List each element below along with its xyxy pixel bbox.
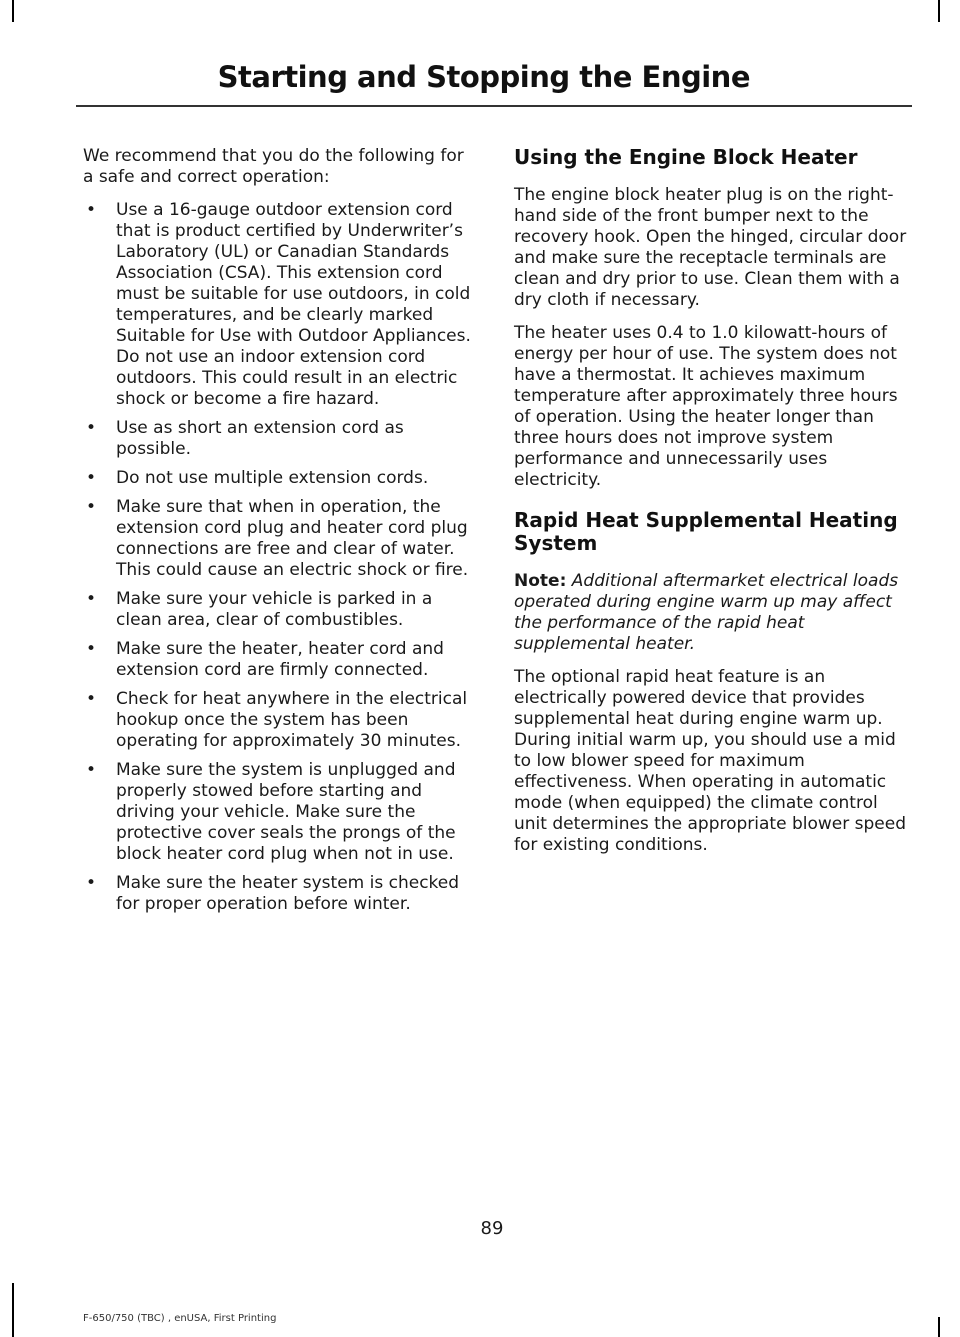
section-heading-rapid-heat: Rapid Heat Supplemental Heating System	[514, 508, 898, 555]
crop-mark-bottom-right	[938, 1317, 940, 1337]
list-item-text: Do not use multiple extension cords.	[116, 468, 429, 488]
bullet: •	[86, 418, 97, 438]
list-item-text: Make sure the heater system is checked for proper operation before winter.	[116, 873, 460, 914]
rapid-heat-paragraph: The optional rapid heat feature is an electrically powered device that provides supplemental heat during engine warm up. During initial warm up, you should use a mid to low blower speed for maximum effectiveness. When operating in automatic mode (when equipped) the climate control unit determines the appropriate blower speed for existing conditions.	[514, 667, 906, 855]
header-divider	[76, 105, 912, 107]
bullet: •	[86, 760, 97, 780]
list-item	[83, 497, 475, 581]
bullet: •	[86, 468, 97, 488]
bullet: •	[86, 200, 97, 220]
list-item	[83, 760, 475, 865]
note-text: Additional aftermarket electrical loads operated during engine warm up may affect the performance of the rapid heat supplemental heater.	[514, 571, 899, 654]
page-number: 89	[480, 1218, 504, 1239]
crop-mark-bottom-left	[12, 1283, 14, 1337]
list-item-text: Make sure the heater, heater cord and extension cord are firmly connected.	[116, 639, 444, 680]
list-item	[83, 418, 475, 460]
crop-mark-top-right	[938, 0, 940, 22]
section-heading-block-heater: Using the Engine Block Heater	[514, 145, 858, 169]
bullet: •	[86, 873, 97, 893]
bullet: •	[86, 589, 97, 609]
list-item	[83, 639, 475, 681]
list-item-text: Make sure the system is unplugged and properly stowed before starting and driving your vehicle. Make sure the protective cover seals the prongs of the block heater cord plug when not in use.	[116, 760, 456, 864]
note-paragraph	[514, 571, 908, 655]
crop-mark-top-left	[12, 0, 14, 22]
safety-list	[83, 200, 475, 915]
list-item	[83, 873, 475, 915]
note-label: Note:	[514, 571, 567, 591]
list-item	[83, 200, 475, 410]
bullet: •	[86, 689, 97, 709]
list-item-text: Make sure that when in operation, the extension cord plug and heater cord plug connections are free and clear of water. This could cause an electric shock or fire.	[116, 497, 469, 580]
list-item-text: Use as short an extension cord as possible.	[116, 418, 404, 459]
block-heater-paragraph-1: The engine block heater plug is on the right-hand side of the front bumper next to the recovery hook. Open the hinged, circular door and make sure the receptacle terminals are clean and dry prior to use. Clean them with a dry cloth if necessary.	[514, 185, 907, 310]
list-item	[83, 468, 475, 489]
block-heater-paragraph-2: The heater uses 0.4 to 1.0 kilowatt-hours of energy per hour of use. The system does not have a thermostat. It achieves maximum temperature after approximately three hours of operation. Using the heater longer than three hours does not improve system performance and unnecessarily uses electricity.	[514, 323, 898, 490]
right-column	[514, 146, 908, 868]
footer-text: F-650/750 (TBC) , enUSA, First Printing	[83, 1313, 277, 1324]
list-item-text: Make sure your vehicle is parked in a clean area, clear of combustibles.	[116, 589, 433, 630]
list-item	[83, 689, 475, 752]
list-item-text: Use a 16-gauge outdoor extension cord that is product certified by Underwriter’s Laboratory (UL) or Canadian Standards Association (CSA). This extension cord must be suitable for use outdoors, in cold temperatures, and be clearly marked Suitable for Use with Outdoor Appliances. Do not use an indoor extension cord outdoors. This could result in an electric shock or become a fire hazard.	[116, 200, 471, 409]
bullet: •	[86, 639, 97, 659]
bullet: •	[86, 497, 97, 517]
page-title: Starting and Stopping the Engine	[217, 60, 750, 94]
list-item-text: Check for heat anywhere in the electrical hookup once the system has been operating for approximately 30 minutes.	[116, 689, 468, 751]
intro-paragraph: We recommend that you do the following for a safe and correct operation:	[83, 146, 464, 187]
list-item	[83, 589, 475, 631]
left-column	[83, 146, 475, 923]
